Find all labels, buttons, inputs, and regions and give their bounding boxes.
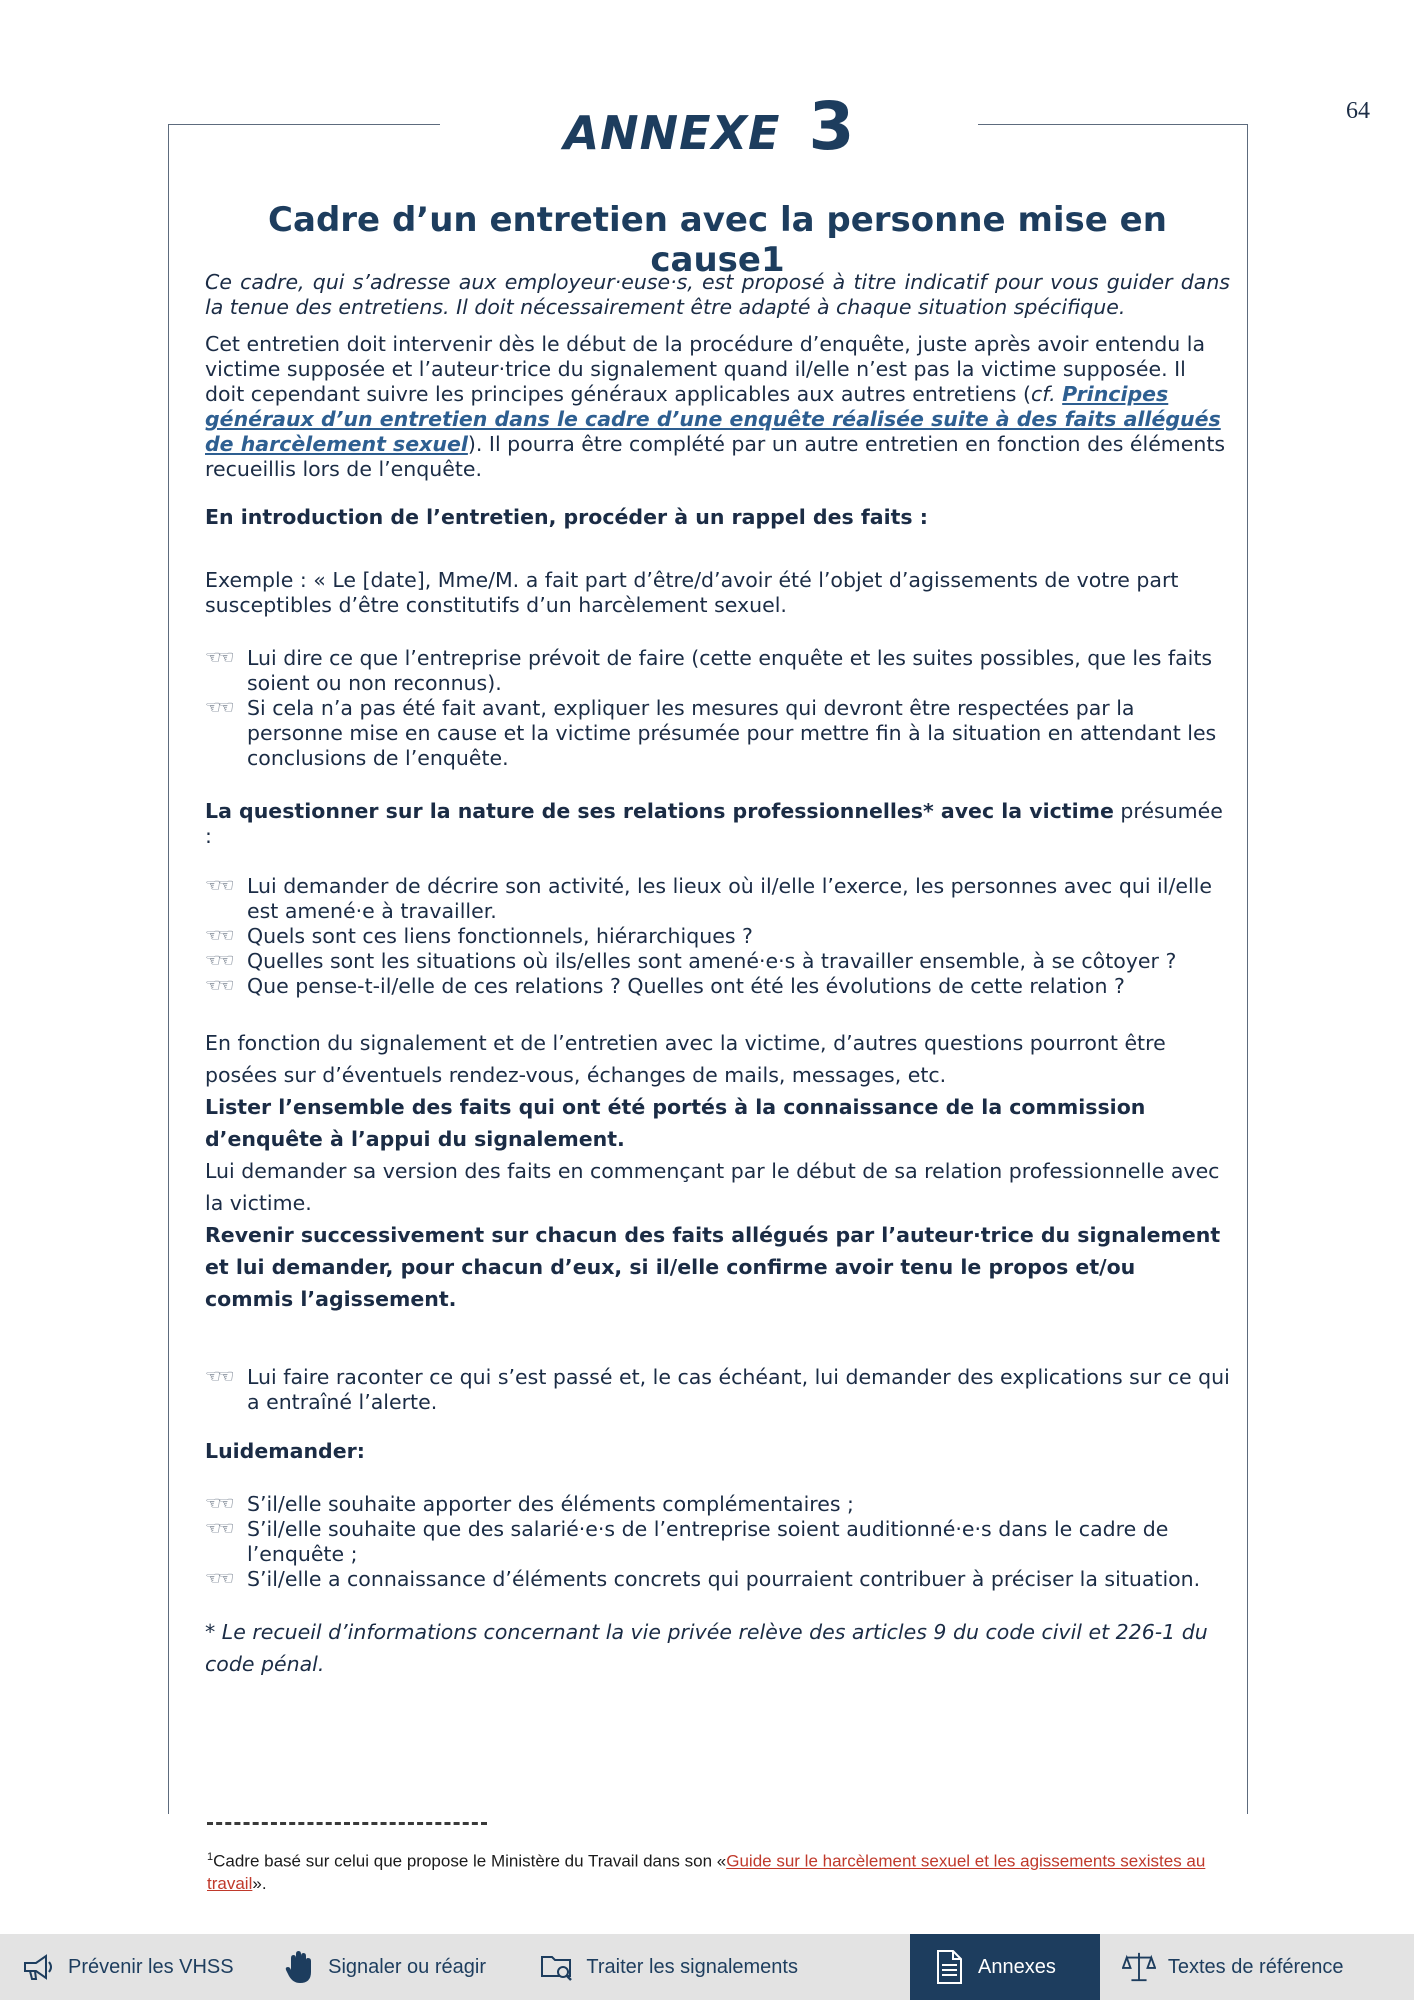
nav-textes[interactable]: Textes de référence xyxy=(1100,1934,1414,2000)
list-item: ☜☜ S’il/elle souhaite que des salarié·e·s de l’entreprise soient auditionné·e·s dans le cadre de l’enquête ; xyxy=(205,1517,1169,1566)
list-item: ☜☜ Lui faire raconter ce qui s’est passé et, le cas échéant, lui demander des explications sur ce qui a entraîné l’alerte. xyxy=(205,1365,1230,1414)
heading-rappel-faits: En introduction de l’entretien, procéder à un rappel des faits : xyxy=(205,505,928,529)
guide-link[interactable]: Guide sur le harcèlement sexuel et les agissements sexistes au travail xyxy=(207,1851,1206,1893)
para-lister-faits: Lister l’ensemble des faits qui ont été portés à la connaissance de la commission d’enquête à l’appui du signalement. xyxy=(205,1095,1146,1151)
list-item: ☜☜ Lui dire ce que l’entreprise prévoit de faire (cette enquête et les suites possibles, que les faits soient ou non reconnus). xyxy=(205,646,1213,695)
pointing-hand-icon: ☜☜ xyxy=(205,975,232,996)
folder-search-icon xyxy=(540,1950,574,1984)
privacy-note: * Le recueil d’informations concernant la vie privée relève des articles 9 du code civil et 226-1 du code pénal. xyxy=(205,1620,1208,1676)
pointing-hand-icon: ☜☜ xyxy=(205,925,232,946)
list-item: ☜☜ Quelles sont les situations où ils/elles sont amené·e·s à travailler ensemble, à se côtoyer ? xyxy=(205,949,1177,973)
example-text: Exemple : « Le [date], Mme/M. a fait part d’être/d’avoir été l’objet d’agissements de votre part susceptibles d’être constitutifs d’un harcèlement sexuel. xyxy=(205,568,1179,617)
nav-prevenir[interactable]: Prévenir les VHSS xyxy=(0,1934,260,2000)
footnote-divider xyxy=(207,1822,487,1825)
principes-generaux-link[interactable]: Principes généraux d’un entretien dans le cadre d’une enquête réalisée suite à des faits allégués de harcèlement sexuel xyxy=(205,382,1221,456)
page-number: 64 xyxy=(1346,98,1370,124)
content xyxy=(205,270,1230,1680)
pointing-hand-icon: ☜☜ xyxy=(205,647,232,668)
scales-icon xyxy=(1122,1950,1156,1984)
pointing-hand-icon: ☜☜ xyxy=(205,697,232,718)
annex-heading xyxy=(440,88,978,165)
footnote: $^1$Cadre basé sur celui que propose le Ministère du Travail dans son «Guide sur le harcèlement sexuel et les agissements sexistes au travail». xyxy=(207,1851,1206,1893)
heading-demander: Luidemander: xyxy=(205,1439,365,1463)
document-icon xyxy=(932,1950,966,1984)
pointing-hand-icon: ☜☜ xyxy=(205,950,232,971)
page-title: Cadre d’un entretien avec la personne mise en cause1 xyxy=(268,200,1167,280)
list-raconter xyxy=(205,1365,1230,1415)
bottom-nav xyxy=(0,1934,1414,2000)
list-demander xyxy=(205,1492,1230,1592)
nav-traiter[interactable]: Traiter les signalements xyxy=(518,1934,910,2000)
list-item: ☜☜ Lui demander de décrire son activité, les lieux où il/elle l’exerce, les personnes avec qui il/elle est amené·e à travailler. xyxy=(205,874,1212,923)
para1-text-end: ). Il pourra être complété par un autre entretien en fonction des éléments recueillis lors de l’enquête. xyxy=(205,432,1226,481)
body-paragraphs xyxy=(205,1027,1230,1315)
heading-relations: La questionner sur la nature de ses relations professionnelles* avec la victime présumée : xyxy=(205,799,1223,848)
footnote-mark: 1 xyxy=(207,1851,214,1863)
para-version-faits: Lui demander sa version des faits en commençant par le début de sa relation professionnelle avec la victime. xyxy=(205,1159,1220,1215)
list-relations xyxy=(205,874,1230,999)
pointing-hand-icon: ☜☜ xyxy=(205,875,232,896)
list-item: ☜☜ S’il/elle a connaissance d’éléments concrets qui pourraient contribuer à préciser la situation. xyxy=(205,1567,1201,1591)
pointing-hand-icon: ☜☜ xyxy=(205,1518,232,1539)
list-item: ☜☜ Quels sont ces liens fonctionnels, hiérarchiques ? xyxy=(205,924,753,948)
para-revenir-faits: Revenir successivement sur chacun des faits allégués par l’auteur·trice du signalement et lui demander, pour chacun d’eux, si il/elle confirme avoir tenu le propos et/ou commis l’agissement. xyxy=(205,1223,1221,1311)
para1-cf: cf. xyxy=(1031,382,1063,406)
pointing-hand-icon: ☜☜ xyxy=(205,1366,232,1387)
annex-number: 3 xyxy=(808,88,855,165)
frame-top-left-line xyxy=(168,124,440,125)
pointing-hand-icon: ☜☜ xyxy=(205,1568,232,1589)
list-item: ☜☜ S’il/elle souhaite apporter des éléments complémentaires ; xyxy=(205,1492,854,1516)
para1-text-start: Cet entretien doit intervenir dès le début de la procédure d’enquête, juste après avoir entendu la victime supposée et l’auteur·trice du signalement quand il/elle n’est pas la victime supposée. Il doit cependant suivre les principes généraux applicables aux autres entretiens ( xyxy=(205,332,1206,406)
frame-top-right-line xyxy=(978,124,1248,125)
hand-icon xyxy=(282,1950,316,1984)
pointing-hand-icon: ☜☜ xyxy=(205,1493,232,1514)
intro-text: Ce cadre, qui s’adresse aux employeur·euse·s, est proposé à titre indicatif pour vous guider dans la tenue des entretiens. Il doit nécessairement être adapté à chaque situation spécifique. xyxy=(205,270,1230,319)
annex-word: ANNEXE xyxy=(563,106,781,160)
nav-signaler[interactable]: Signaler ou réagir xyxy=(260,1934,518,2000)
intro-paragraph xyxy=(205,332,1230,482)
list-rappel xyxy=(205,646,1230,771)
para-signalement: En fonction du signalement et de l’entretien avec la victime, d’autres questions pourront être posées sur d’éventuels rendez-vous, échanges de mails, messages, etc. xyxy=(205,1031,1166,1087)
list-item: ☜☜ Que pense-t-il/elle de ces relations ? Quelles ont été les évolutions de cette relation ? xyxy=(205,974,1125,998)
megaphone-icon xyxy=(22,1950,56,1984)
list-item: ☜☜ Si cela n’a pas été fait avant, expliquer les mesures qui devront être respectées par la personne mise en cause et la victime présumée pour mettre fin à la situation en attendant les conclusions de l’enquête. xyxy=(205,696,1217,770)
nav-annexes[interactable]: Annexes xyxy=(910,1934,1100,2000)
